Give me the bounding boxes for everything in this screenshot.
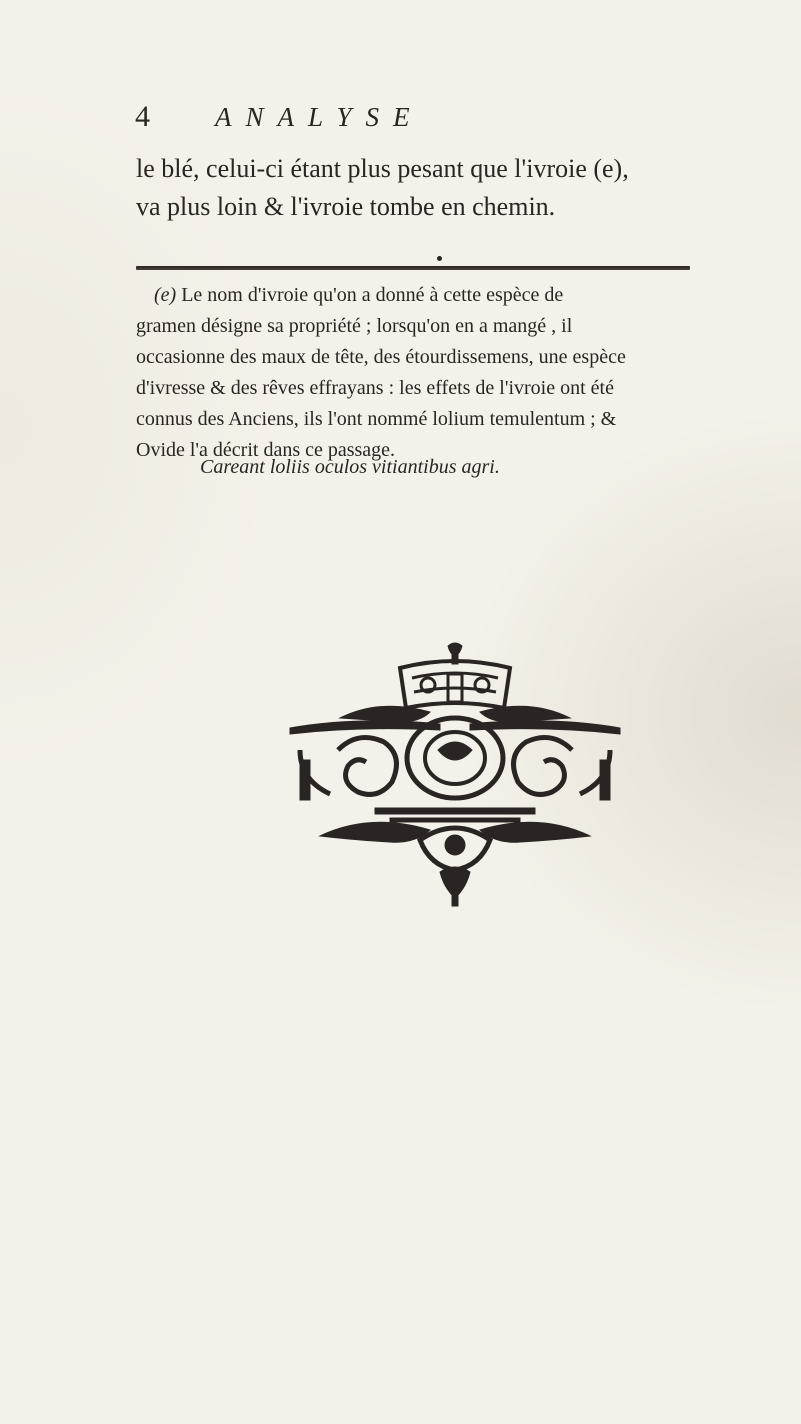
footnote xyxy=(136,280,696,466)
footnote-line xyxy=(136,280,696,311)
footnote-line-text: Le nom d'ivroie qu'on a donné à cette espèce de xyxy=(181,284,564,306)
footnote-marker: (e) xyxy=(154,284,177,306)
ornament-svg xyxy=(280,640,630,910)
running-head: ANALYSE xyxy=(215,102,424,132)
footnote-line: d'ivresse & des rêves effrayans : les effets de l'ivroie ont été xyxy=(136,377,614,399)
page-header xyxy=(135,100,595,144)
body-line: le blé, celui-ci étant plus pesant que l'ivroie (e), xyxy=(136,154,629,183)
rule-dot xyxy=(437,256,442,261)
page-number: 4 xyxy=(135,100,150,133)
body-text xyxy=(136,150,696,226)
latin-quote: Careant loliis oculos vitiantibus agri. xyxy=(200,456,500,478)
footnote-rule xyxy=(136,266,690,270)
footnote-line: connus des Anciens, ils l'ont nommé lolium temulentum ; & xyxy=(136,408,617,430)
ornament-icon xyxy=(280,640,630,910)
footnote-line: occasionne des maux de tête, des étourdissemens, une espèce xyxy=(136,346,626,368)
footnote-line: Ovide l'a décrit dans ce passage. xyxy=(136,439,396,461)
footnote-line: gramen désigne sa propriété ; lorsqu'on en a mangé , il xyxy=(136,315,573,337)
body-line: va plus loin & l'ivroie tombe en chemin. xyxy=(136,192,556,221)
